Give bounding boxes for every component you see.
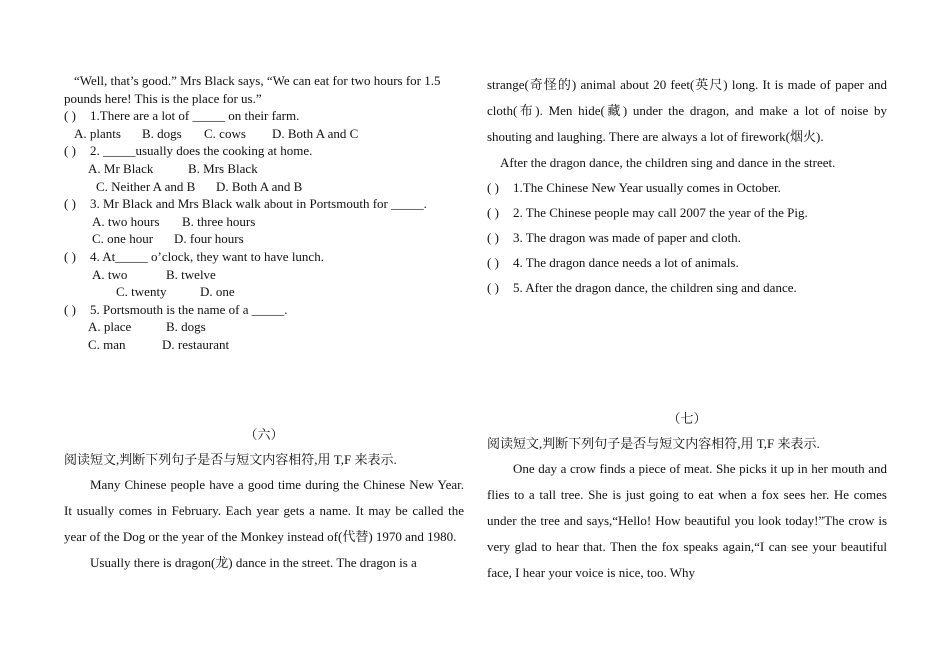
option-c: C. cows — [204, 125, 246, 141]
question-stem: 5. Portsmouth is the name of a _____. — [90, 301, 288, 317]
passage-paragraph: After the dragon dance, the children sing and dance in the street. — [500, 155, 836, 170]
question-3-options — [64, 230, 464, 248]
passage-paragraph: Usually there is dragon(龙) dance in the street. The dragon is a — [90, 554, 417, 570]
passage-line: “Well, that’s good.” Mrs Black says, “We can eat for two hours for 1.5 — [74, 73, 441, 88]
passage-paragraph: One day a crow finds a piece of meat. She picks it up in her mouth and flies to a tall tree. She is just going to eat when a fox sees her. He comes under the tree and says,“Hello! How beautiful you look today!”The crow is very glad to hear that. Then the fox speaks again,“I can see your beautiful face, I hear your voice is nice, too. Why — [487, 460, 887, 580]
option-d: D. Both A and B — [216, 178, 303, 194]
section-title: （七） — [667, 411, 707, 426]
statement-2 — [487, 200, 887, 225]
question-5-options — [64, 318, 464, 336]
statement-5 — [487, 275, 887, 300]
question-1 — [64, 107, 464, 125]
statement-text: 2. The Chinese people may call 2007 the year of the Pig. — [513, 205, 808, 220]
option-a: A. plants — [74, 125, 121, 141]
option-d: D. four hours — [174, 231, 244, 247]
answer-blank: ( ) — [487, 180, 499, 195]
statement-1 — [487, 175, 887, 200]
answer-blank: ( ) — [64, 301, 76, 317]
option-d: D. Both A and C — [272, 125, 359, 141]
option-c: C. man — [88, 336, 126, 352]
reading-section-7 — [487, 410, 887, 586]
section-instruction: 阅读短文,判断下列句子是否与短文内容相符,用 T,F 来表示. — [64, 451, 397, 467]
option-b: B. Mrs Black — [188, 160, 258, 176]
reading-section-6 — [64, 426, 464, 576]
statement-text: 5. After the dragon dance, the children sing and dance. — [513, 280, 797, 295]
statement-text: 1.The Chinese New Year usually comes in October. — [513, 180, 781, 195]
statement-text: 3. The dragon was made of paper and cloth. — [513, 230, 741, 245]
option-a: A. place — [88, 319, 132, 335]
section-instruction: 阅读短文,判断下列句子是否与短文内容相符,用 T,F 来表示. — [487, 435, 820, 451]
answer-blank: ( ) — [64, 196, 76, 212]
question-4-options — [64, 283, 464, 301]
option-a: A. two hours — [92, 213, 160, 229]
passage-line: pounds here! This is the place for us.” — [64, 90, 262, 106]
question-stem: 4. At_____ o’clock, they want to have lunch. — [90, 248, 324, 264]
option-d: D. restaurant — [162, 336, 230, 352]
reading-section-5-questions — [64, 72, 464, 354]
question-2-options — [64, 178, 464, 196]
answer-blank: ( ) — [487, 205, 499, 220]
answer-blank: ( ) — [487, 255, 499, 270]
option-a: A. Mr Black — [88, 160, 154, 176]
statement-4 — [487, 250, 887, 275]
option-c: C. Neither A and B — [96, 178, 196, 194]
option-c: C. twenty — [116, 284, 167, 300]
answer-blank: ( ) — [487, 280, 499, 295]
question-5-options — [64, 336, 464, 354]
question-2 — [64, 142, 464, 160]
option-a: A. two — [92, 266, 128, 282]
question-3 — [64, 195, 464, 213]
question-4 — [64, 248, 464, 266]
question-stem: 3. Mr Black and Mrs Black walk about in Portsmouth for _____. — [90, 196, 427, 212]
passage-paragraph: strange(奇怪的) animal about 20 feet(英尺) long. It is made of paper and cloth(布). Men hide(藏) under the dragon, and make a lot of noise by shouting and laughing. There are always a lot of firework(烟火). — [487, 77, 887, 144]
statement-text: 4. The dragon dance needs a lot of animals. — [513, 255, 739, 270]
question-4-options — [64, 266, 464, 284]
statement-3 — [487, 225, 887, 250]
option-c: C. one hour — [92, 231, 154, 247]
answer-blank: ( ) — [487, 230, 499, 245]
question-5 — [64, 301, 464, 319]
question-stem: 1.There are a lot of _____ on their farm. — [90, 108, 300, 124]
answer-blank: ( ) — [64, 143, 76, 159]
answer-blank: ( ) — [64, 248, 76, 264]
option-b: B. twelve — [166, 266, 216, 282]
passage-paragraph: Many Chinese people have a good time during the Chinese New Year. It usually comes in February. Each year gets a name. It may be called the year of the Dog or the year of the Monkey instead of(代替) 1970 and 1980. — [64, 476, 464, 544]
section-title: （六） — [244, 427, 284, 442]
question-3-options — [64, 213, 464, 231]
option-d: D. one — [200, 284, 235, 300]
question-1-options — [64, 125, 464, 143]
answer-blank: ( ) — [64, 108, 76, 124]
reading-section-6-continued — [487, 72, 887, 300]
question-2-options — [64, 160, 464, 178]
question-stem: 2. _____usually does the cooking at home. — [90, 143, 313, 159]
option-b: B. dogs — [166, 319, 206, 335]
option-b: B. three hours — [182, 213, 256, 229]
option-b: B. dogs — [142, 125, 182, 141]
